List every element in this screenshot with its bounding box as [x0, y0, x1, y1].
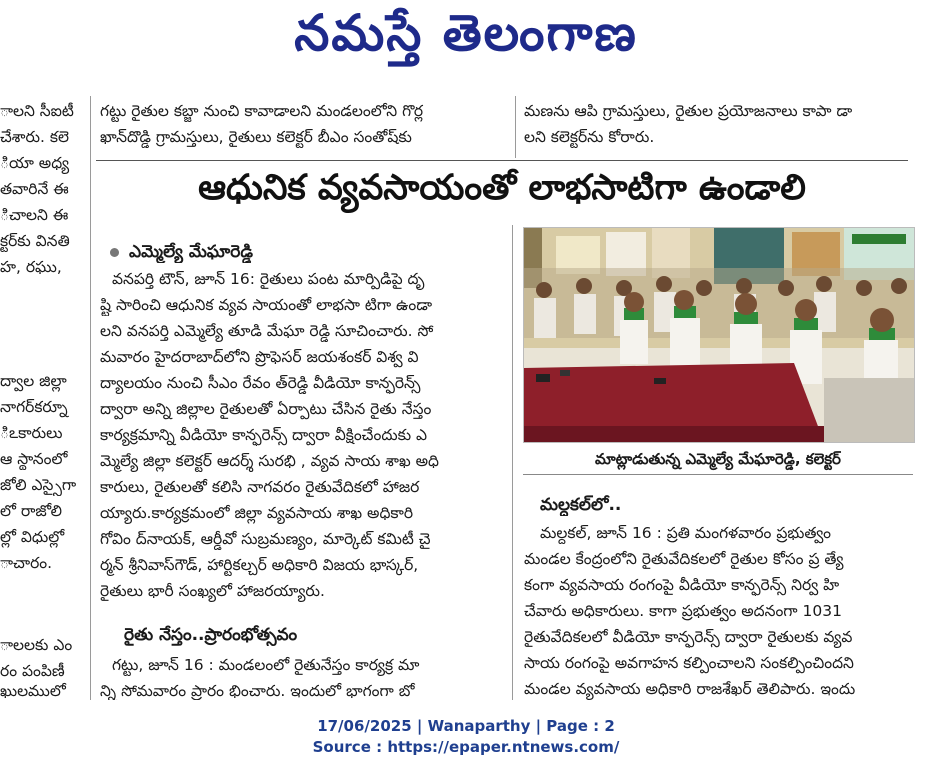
newspaper-masthead — [0, 0, 932, 78]
left-line: ిఽకారులు — [0, 424, 63, 442]
photo-caption: మాట్లాడుతున్న ఎమ్మెల్యే మేఘారెడ్డి, కలెక్టర్ — [523, 446, 913, 475]
article-subhead: రైతు నేస్తం..ప్రారంభోత్సవం — [124, 625, 298, 645]
article-line: వనపర్తి టౌన్, జూన్ 16: రైతులు పంట మార్పిడిపై దృ — [112, 270, 425, 288]
article-line: ద్వారా అన్ని జిల్లాల రైతులతో ఏర్పాటు చేసిన రైతు నేస్తం — [100, 400, 432, 418]
article-line: ర్మన్ శ్రీనివాస్‌గౌడ్, హార్టికల్చర్ అధికారి విజయ భాస్కర్, — [100, 556, 419, 574]
left-line: ఆ స్థానంలో — [0, 450, 68, 468]
top-article-line: లని కలెక్టర్‌ను కోరారు. — [524, 128, 655, 146]
left-line: ియా అధ్య — [0, 154, 70, 172]
left-line: చేశారు. కలె — [0, 128, 69, 146]
left-line: ద్వాల జిల్లా — [0, 372, 67, 390]
left-line: లో రాజోలి — [0, 502, 62, 520]
right-article-line: సాయ రంగంపై అవగాహన కల్పించాలని సంకల్పించిందని — [524, 654, 854, 672]
masthead-title: నమస్తే తెలంగాణ — [294, 4, 638, 62]
left-line: క్టర్‌కు వినతి — [0, 232, 70, 250]
right-article-line: రైతువేదికలలో వీడియో కాన్ఫరెన్స్ ద్వారా రైతులకు వ్యవ — [524, 628, 853, 646]
right-article-line: మండల కేంద్రంలోని రైతువేదికలలో రైతుల కోసం ప్ర త్యే — [524, 550, 844, 568]
column-divider-left — [90, 96, 91, 700]
article-line: లని వనపర్తి ఎమ్మెల్యే తూడి మేఘా రెడ్డి సూచించారు. సో — [100, 322, 434, 340]
top-article-line: మణను ఆపి గ్రామస్తులు, రైతుల ప్రయోజనాలు కాపా డా — [524, 102, 853, 120]
article-line: ద్యాలయం నుంచి సీఎం రేవం త్‌రెడ్డి వీడియో కాన్ఫరెన్స్ — [100, 374, 421, 392]
article-line: ష్టి సారించి ఆధునిక వ్యవ సాయంతో లాభసా టిగా ఉండా — [100, 296, 433, 314]
article-line: మ్మెల్యే జిల్లా కలెక్టర్ ఆదర్శ్ సురభి , వ్యవ సాయ శాఖ అధి — [100, 452, 439, 470]
left-line: ఖులములో — [0, 682, 66, 700]
bullet-icon — [110, 248, 119, 257]
right-article-line: చేవారు అధికారులు. కాగా ప్రభుత్వం అదనంగా 1031 — [524, 602, 842, 620]
left-line: ిచాలని ఈ — [0, 206, 69, 224]
article-line: గోవిం ద్‌నాయక్, ఆర్డీవో సుబ్రమణ్యం, మార్కెట్ కమిటీ చై — [100, 530, 431, 548]
column-divider-main — [512, 225, 513, 700]
left-line: ాలని సీఐటీ — [0, 102, 74, 120]
byline-text: ఎమ్మెల్యే మేఘారెడ్డి — [129, 242, 253, 262]
footer-date-line: 17/06/2025 | Wanaparthy | Page : 2 — [317, 717, 615, 735]
news-photo — [523, 227, 915, 443]
left-line: తవారినే ఈ — [0, 180, 69, 198]
left-line: నాగర్‌కర్నూ — [0, 398, 68, 416]
right-article-line: కంగా వ్యవసాయ రంగంపై వీడియో కాన్ఫరెన్స్ నిర్వ హి — [524, 576, 840, 594]
article-line: కారులు, రైతులతో కలిసి నాగవరం రైతువేదికలో హాజర — [100, 478, 420, 496]
meeting-photo-illustration — [524, 228, 914, 442]
right-article-line: మండల వ్యవసాయ అధికారి రాజశేఖర్ తెలిపారు. ఇందు — [524, 680, 856, 698]
footer — [0, 716, 932, 758]
article-line: కార్యక్రమాన్ని వీడియో కాన్ఫరెన్స్ ద్వారా వీక్షించేందుకు ఎ — [100, 426, 428, 444]
left-line: ాలలకు ఎం — [0, 636, 73, 654]
headline-rule-top — [96, 160, 908, 161]
column-divider-top — [515, 96, 516, 158]
article-line: య్యారు.కార్యక్రమంలో జిల్లా వ్యవసాయ శాఖ అధికారి — [100, 504, 414, 522]
footer-source-line[interactable]: Source : https://epaper.ntnews.com/ — [312, 738, 620, 756]
left-column-fragment — [0, 100, 88, 700]
article-line: గట్టు, జూన్ 16 : మండలంలో రైతునేస్తం కార్యక్ర మా — [112, 656, 420, 674]
article-headline: ఆధునిక వ్యవసాయంతో లాభసాటిగా ఉండాలి — [198, 168, 806, 208]
clip-edge — [0, 700, 932, 716]
left-line: రం పంపిణీ — [0, 662, 65, 680]
article-line: మవారం హైదరాబాద్‌లోని ప్రొఫెసర్ జయశంకర్ విశ్వ వి — [100, 348, 419, 366]
article-line: రైతులు భారీ సంఖ్యలో హాజరయ్యారు. — [100, 582, 325, 600]
left-line: ాచారం. — [0, 554, 53, 572]
left-line: హ, రఘు, — [0, 258, 62, 276]
article-byline — [110, 241, 510, 263]
left-line: జోలి ఎస్సైగా — [0, 476, 77, 494]
left-line: ల్లో విధుల్లో — [0, 528, 65, 546]
right-article-subhead: మల్దకల్‌లో.. — [540, 495, 622, 515]
right-article-line: మల్దకల్, జూన్ 16 : ప్రతి మంగళవారం ప్రభుత్వం — [540, 524, 831, 542]
top-article-line: ఖాన్‌దొడ్డి గ్రామస్తులు, రైతులు కలెక్టర్ బీఎం సంతోష్‌కు — [100, 128, 412, 146]
top-article-line: గట్టు రైతుల కబ్జా నుంచి కావాడాలని మండలంలోని గొర్ల — [100, 102, 424, 120]
article-line: న్ని సోమవారం ప్రారం భించారు. ఇందులో భాగంగా బో — [100, 682, 415, 700]
